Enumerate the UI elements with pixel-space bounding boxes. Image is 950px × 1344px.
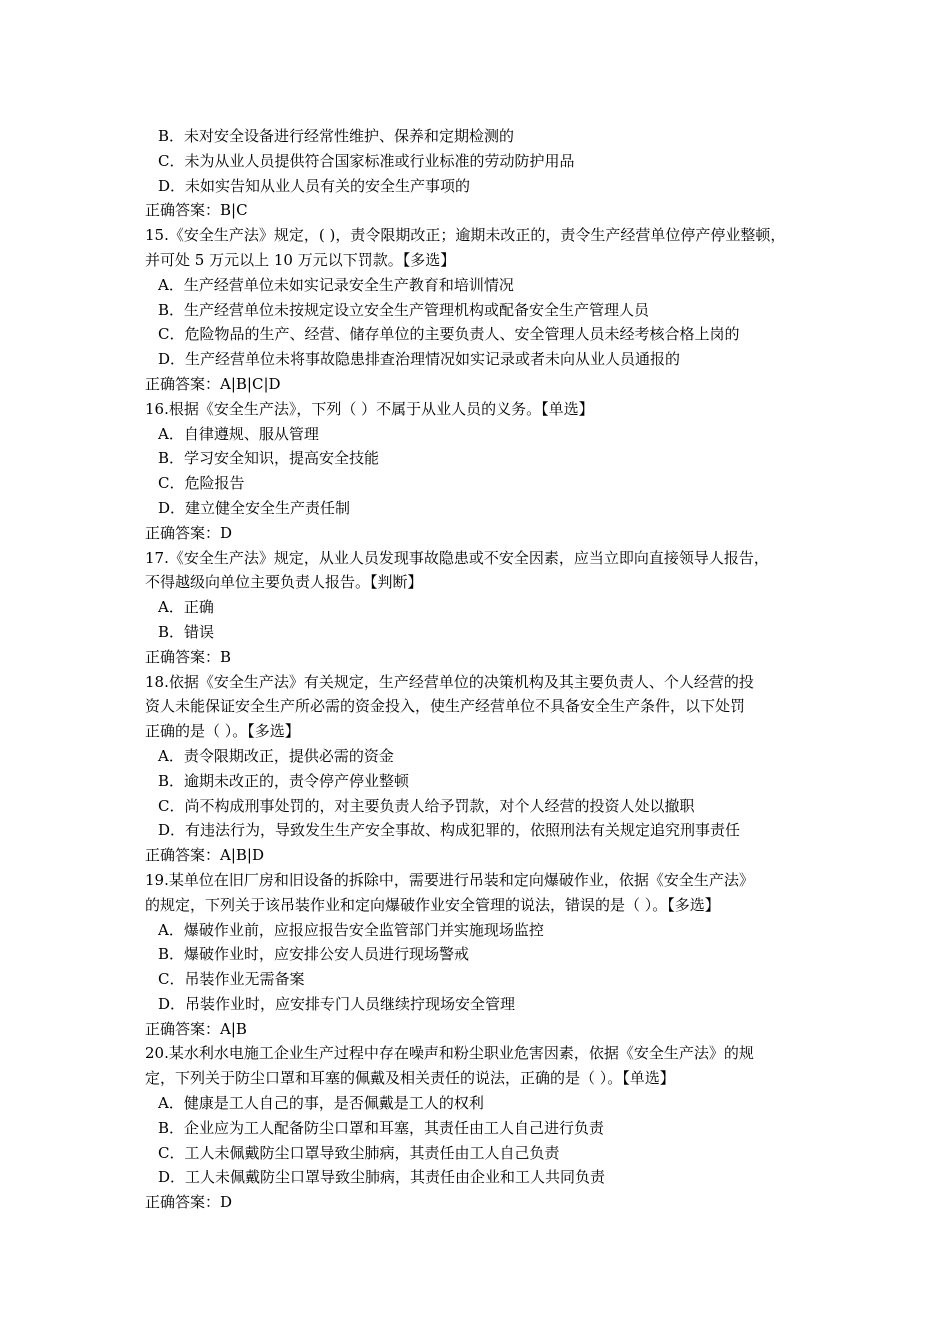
answer-option: C．未为从业人员提供符合国家标准或行业标准的劳动防护用品 <box>158 151 575 170</box>
answer-option: A．生产经营单位未如实记录安全生产教育和培训情况 <box>158 275 514 294</box>
answer-option: D．未如实告知从业人员有关的安全生产事项的 <box>158 176 471 195</box>
answer-option: B．未对安全设备进行经常性维护、保养和定期检测的 <box>158 127 515 145</box>
answer-option: D．生产经营单位未将事故隐患排查治理情况如实记录或者未向从业人员通报的 <box>158 350 681 369</box>
question-text: 16.根据《安全生产法》，下列（ ）不属于从业人员的义务。【单选】 <box>145 399 594 418</box>
question-text: 不得越级向单位主要负责人报告。【判断】 <box>145 573 423 592</box>
answer-option: D．建立健全安全生产责任制 <box>158 498 351 517</box>
question-text: 18.依据《安全生产法》有关规定，生产经营单位的决策机构及其主要负责人、个人经营的投 <box>145 672 754 691</box>
answer-option: B．学习安全知识，提高安全技能 <box>158 449 380 468</box>
correct-answer: 正确答案：A|B|C|D <box>145 374 281 393</box>
question-text: 19.某单位在旧厂房和旧设备的拆除中，需要进行吊装和定向爆破作业，依据《安全生产法》 <box>145 870 754 889</box>
answer-option: B．爆破作业时，应安排公安人员进行现场警戒 <box>158 945 470 964</box>
correct-answer: 正确答案：D <box>145 523 233 542</box>
answer-option: B．生产经营单位未按规定设立安全生产管理机构或配备安全生产管理人员 <box>158 300 650 319</box>
answer-option: D．工人未佩戴防尘口罩导致尘肺病，其责任由企业和工人共同负责 <box>158 1168 606 1187</box>
question-text: 的规定，下列关于该吊装作业和定向爆破作业安全管理的说法，错误的是（ ）。【多选】 <box>145 895 720 914</box>
correct-answer: 正确答案：B|C <box>145 201 248 220</box>
answer-option: A．责令限期改正，提供必需的资金 <box>158 746 394 765</box>
answer-option: C．吊装作业无需备案 <box>158 970 305 989</box>
correct-answer: 正确答案：B <box>145 647 232 666</box>
question-text: 定，下列关于防尘口罩和耳塞的佩戴及相关责任的说法，正确的是（ ）。【单选】 <box>145 1069 675 1088</box>
question-text: 15.《安全生产法》规定，( )，责令限期改正；逾期未改正的，责令生产经营单位停产停业整顿， <box>145 226 786 245</box>
correct-answer: 正确答案：A|B|D <box>145 846 264 865</box>
question-text: 并可处 5 万元以上 10 万元以下罚款。【多选】 <box>145 250 456 269</box>
answer-option: D．吊装作业时，应安排专门人员继续拧现场安全管理 <box>158 994 516 1013</box>
question-text: 正确的是（ ）。【多选】 <box>145 722 300 741</box>
answer-option: B．企业应为工人配备防尘口罩和耳塞，其责任由工人自己进行负责 <box>158 1118 605 1137</box>
question-text: 资人未能保证安全生产所必需的资金投入，使生产经营单位不具备安全生产条件，以下处罚 <box>145 697 746 716</box>
answer-option: A．健康是工人自己的事，是否佩戴是工人的权利 <box>158 1094 484 1113</box>
correct-answer: 正确答案：A|B <box>145 1019 247 1038</box>
question-text: 20.某水利水电施工企业生产过程中存在噪声和粉尘职业危害因素，依据《安全生产法》的规 <box>145 1044 754 1063</box>
document-page <box>145 124 817 1215</box>
answer-option: C．危险物品的生产、经营、储存单位的主要负责人、安全管理人员未经考核合格上岗的 <box>158 325 740 344</box>
correct-answer: 正确答案：D <box>145 1193 233 1212</box>
answer-option: C．尚不构成刑事处罚的，对主要负责人给予罚款，对个人经营的投资人处以撤职 <box>158 796 695 815</box>
answer-option: C．危险报告 <box>158 474 245 493</box>
answer-option: A．正确 <box>158 598 214 617</box>
answer-option: A．自律遵规、服从管理 <box>158 424 319 443</box>
answer-option: B．逾期未改正的，责令停产停业整顿 <box>158 771 410 790</box>
answer-option: A．爆破作业前，应报应报告安全监管部门并实施现场监控 <box>158 920 544 939</box>
answer-option: C．工人未佩戴防尘口罩导致尘肺病，其责任由工人自己负责 <box>158 1143 560 1162</box>
answer-option: D．有违法行为，导致发生生产安全事故、构成犯罪的，依照刑法有关规定追究刑事责任 <box>158 821 741 840</box>
answer-option: B．错误 <box>158 622 215 641</box>
question-text: 17.《安全生产法》规定，从业人员发现事故隐患或不安全因素，应当立即向直接领导人报告， <box>145 548 769 567</box>
